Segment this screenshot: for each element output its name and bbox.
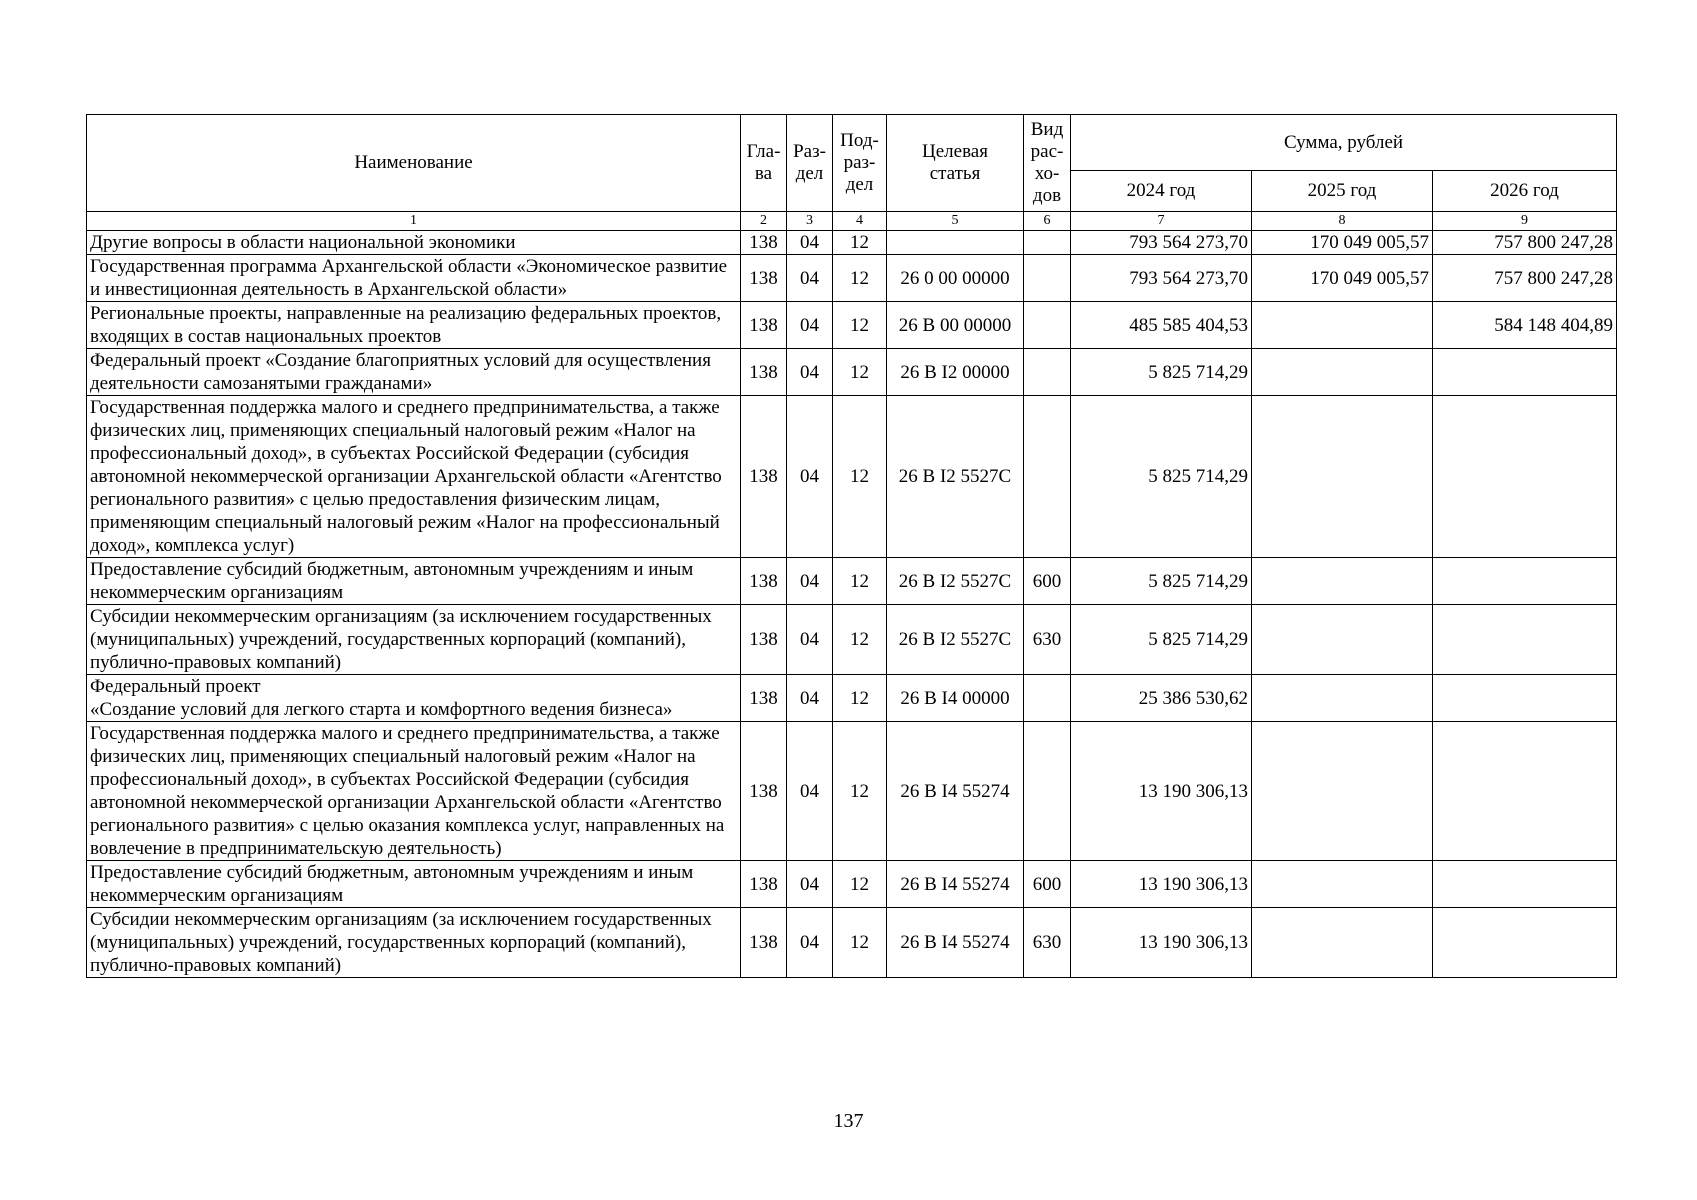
row-sum-2026 xyxy=(1433,349,1617,396)
row-name: Субсидии некоммерческим организациям (за исключением государственных (муниципальных) учреждений, государственных корпораций (компаний), публично-правовых компаний) xyxy=(87,605,741,675)
row-sum-2024: 13 190 306,13 xyxy=(1071,908,1252,978)
row-name: Федеральный проект «Создание условий для легкого старта и комфортного ведения бизнеса» xyxy=(87,675,741,722)
header-glava: Гла- ва xyxy=(741,115,787,212)
row-sum-2024: 793 564 273,70 xyxy=(1071,255,1252,302)
row-razdel: 04 xyxy=(787,396,833,558)
row-sum-2026 xyxy=(1433,675,1617,722)
table-header xyxy=(87,115,1617,231)
row-glava: 138 xyxy=(741,231,787,255)
row-glava: 138 xyxy=(741,908,787,978)
row-podrazdel: 12 xyxy=(833,396,887,558)
row-vid: 600 xyxy=(1024,558,1071,605)
row-razdel: 04 xyxy=(787,255,833,302)
table-row xyxy=(87,349,1617,396)
column-number: 7 xyxy=(1071,212,1252,231)
row-sum-2026: 584 148 404,89 xyxy=(1433,302,1617,349)
row-sum-2024: 13 190 306,13 xyxy=(1071,722,1252,861)
row-name: Предоставление субсидий бюджетным, автономным учреждениям и иным некоммерческим организациям xyxy=(87,861,741,908)
row-sum-2024: 13 190 306,13 xyxy=(1071,861,1252,908)
column-number: 8 xyxy=(1252,212,1433,231)
row-sum-2025 xyxy=(1252,396,1433,558)
row-name: Государственная программа Архангельской области «Экономическое развитие и инвестиционная деятельность в Архангельской области» xyxy=(87,255,741,302)
row-celevaya: 26 В I2 5527С xyxy=(887,605,1024,675)
row-vid xyxy=(1024,675,1071,722)
row-vid: 630 xyxy=(1024,605,1071,675)
header-name: Наименование xyxy=(87,115,741,212)
row-sum-2025 xyxy=(1252,558,1433,605)
row-celevaya: 26 В I4 55274 xyxy=(887,722,1024,861)
page-number: 137 xyxy=(833,1110,864,1132)
row-sum-2024: 793 564 273,70 xyxy=(1071,231,1252,255)
row-sum-2024: 5 825 714,29 xyxy=(1071,558,1252,605)
row-sum-2026 xyxy=(1433,558,1617,605)
row-name: Государственная поддержка малого и среднего предпринимательства, а также физических лиц, применяющих специальный налоговый режим «Налог на профессиональный доход», в субъектах Российской Федерации (субсидия автономной некоммерческой организации Архангельской области «Агентство регионального развития» с целью оказания комплекса услуг, направленных на вовлечение в предпринимательскую деятельность) xyxy=(87,722,741,861)
table-body xyxy=(87,231,1617,978)
column-number-row xyxy=(87,212,1617,231)
row-vid: 600 xyxy=(1024,861,1071,908)
column-number: 6 xyxy=(1024,212,1071,231)
row-celevaya: 26 В I4 00000 xyxy=(887,675,1024,722)
row-podrazdel: 12 xyxy=(833,675,887,722)
header-2026: 2026 год xyxy=(1433,171,1617,212)
row-vid xyxy=(1024,396,1071,558)
row-podrazdel: 12 xyxy=(833,231,887,255)
row-razdel: 04 xyxy=(787,605,833,675)
header-podrazdel: Под- раз- дел xyxy=(833,115,887,212)
row-celevaya: 26 В I2 00000 xyxy=(887,349,1024,396)
row-sum-2025 xyxy=(1252,722,1433,861)
row-sum-2026 xyxy=(1433,722,1617,861)
row-sum-2025: 170 049 005,57 xyxy=(1252,231,1433,255)
table-row xyxy=(87,255,1617,302)
row-glava: 138 xyxy=(741,861,787,908)
row-sum-2025 xyxy=(1252,302,1433,349)
row-sum-2025 xyxy=(1252,675,1433,722)
row-podrazdel: 12 xyxy=(833,605,887,675)
row-glava: 138 xyxy=(741,255,787,302)
row-vid xyxy=(1024,349,1071,396)
row-sum-2024: 5 825 714,29 xyxy=(1071,605,1252,675)
budget-table xyxy=(86,114,1617,978)
row-celevaya: 26 В 00 00000 xyxy=(887,302,1024,349)
row-name: Федеральный проект «Создание благоприятных условий для осуществления деятельности самозанятыми гражданами» xyxy=(87,349,741,396)
column-number: 4 xyxy=(833,212,887,231)
row-podrazdel: 12 xyxy=(833,349,887,396)
table-row xyxy=(87,231,1617,255)
row-celevaya: 26 В I2 5527С xyxy=(887,396,1024,558)
row-glava: 138 xyxy=(741,722,787,861)
row-vid xyxy=(1024,722,1071,861)
row-sum-2024: 5 825 714,29 xyxy=(1071,349,1252,396)
row-razdel: 04 xyxy=(787,675,833,722)
row-celevaya: 26 В I2 5527С xyxy=(887,558,1024,605)
row-sum-2025 xyxy=(1252,861,1433,908)
row-sum-2026: 757 800 247,28 xyxy=(1433,255,1617,302)
row-podrazdel: 12 xyxy=(833,861,887,908)
table-row xyxy=(87,396,1617,558)
row-sum-2024: 485 585 404,53 xyxy=(1071,302,1252,349)
row-name: Другие вопросы в области национальной экономики xyxy=(87,231,741,255)
column-number: 3 xyxy=(787,212,833,231)
header-vid: Вид рас- хо- дов xyxy=(1024,115,1071,212)
row-sum-2026 xyxy=(1433,396,1617,558)
row-glava: 138 xyxy=(741,349,787,396)
row-sum-2024: 5 825 714,29 xyxy=(1071,396,1252,558)
column-number: 5 xyxy=(887,212,1024,231)
table-row xyxy=(87,605,1617,675)
column-number: 2 xyxy=(741,212,787,231)
row-name: Государственная поддержка малого и среднего предпринимательства, а также физических лиц, применяющих специальный налоговый режим «Налог на профессиональный доход», в субъектах Российской Федерации (субсидия автономной некоммерческой организации Архангельской области «Агентство регионального развития» с целью предоставления физическим лицам, применяющим специальный налоговый режим «Налог на профессиональный доход», комплекса услуг) xyxy=(87,396,741,558)
row-celevaya xyxy=(887,231,1024,255)
row-vid xyxy=(1024,231,1071,255)
row-glava: 138 xyxy=(741,302,787,349)
row-podrazdel: 12 xyxy=(833,302,887,349)
row-glava: 138 xyxy=(741,558,787,605)
row-razdel: 04 xyxy=(787,558,833,605)
row-celevaya: 26 0 00 00000 xyxy=(887,255,1024,302)
column-number: 1 xyxy=(87,212,741,231)
row-sum-2025 xyxy=(1252,605,1433,675)
table-row xyxy=(87,558,1617,605)
row-name: Субсидии некоммерческим организациям (за исключением государственных (муниципальных) учреждений, государственных корпораций (компаний), публично-правовых компаний) xyxy=(87,908,741,978)
row-glava: 138 xyxy=(741,605,787,675)
row-sum-2026 xyxy=(1433,908,1617,978)
row-glava: 138 xyxy=(741,396,787,558)
header-2025: 2025 год xyxy=(1252,171,1433,212)
row-vid xyxy=(1024,255,1071,302)
row-razdel: 04 xyxy=(787,722,833,861)
row-sum-2026 xyxy=(1433,861,1617,908)
table-row xyxy=(87,861,1617,908)
row-podrazdel: 12 xyxy=(833,722,887,861)
row-sum-2026: 757 800 247,28 xyxy=(1433,231,1617,255)
row-name: Предоставление субсидий бюджетным, автономным учреждениям и иным некоммерческим организациям xyxy=(87,558,741,605)
row-glava: 138 xyxy=(741,675,787,722)
row-celevaya: 26 В I4 55274 xyxy=(887,908,1024,978)
table-row xyxy=(87,302,1617,349)
header-2024: 2024 год xyxy=(1071,171,1252,212)
row-name: Региональные проекты, направленные на реализацию федеральных проектов, входящих в состав национальных проектов xyxy=(87,302,741,349)
row-sum-2025 xyxy=(1252,908,1433,978)
header-celevaya: Целевая статья xyxy=(887,115,1024,212)
row-sum-2026 xyxy=(1433,605,1617,675)
row-podrazdel: 12 xyxy=(833,908,887,978)
row-razdel: 04 xyxy=(787,908,833,978)
row-vid: 630 xyxy=(1024,908,1071,978)
row-vid xyxy=(1024,302,1071,349)
row-razdel: 04 xyxy=(787,231,833,255)
table-row xyxy=(87,722,1617,861)
row-podrazdel: 12 xyxy=(833,558,887,605)
row-razdel: 04 xyxy=(787,861,833,908)
header-summa: Сумма, рублей xyxy=(1071,115,1617,171)
row-razdel: 04 xyxy=(787,349,833,396)
row-razdel: 04 xyxy=(787,302,833,349)
row-celevaya: 26 В I4 55274 xyxy=(887,861,1024,908)
row-sum-2025: 170 049 005,57 xyxy=(1252,255,1433,302)
row-podrazdel: 12 xyxy=(833,255,887,302)
row-sum-2025 xyxy=(1252,349,1433,396)
column-number: 9 xyxy=(1433,212,1617,231)
table-row xyxy=(87,675,1617,722)
header-razdel: Раз- дел xyxy=(787,115,833,212)
row-sum-2024: 25 386 530,62 xyxy=(1071,675,1252,722)
table-row xyxy=(87,908,1617,978)
